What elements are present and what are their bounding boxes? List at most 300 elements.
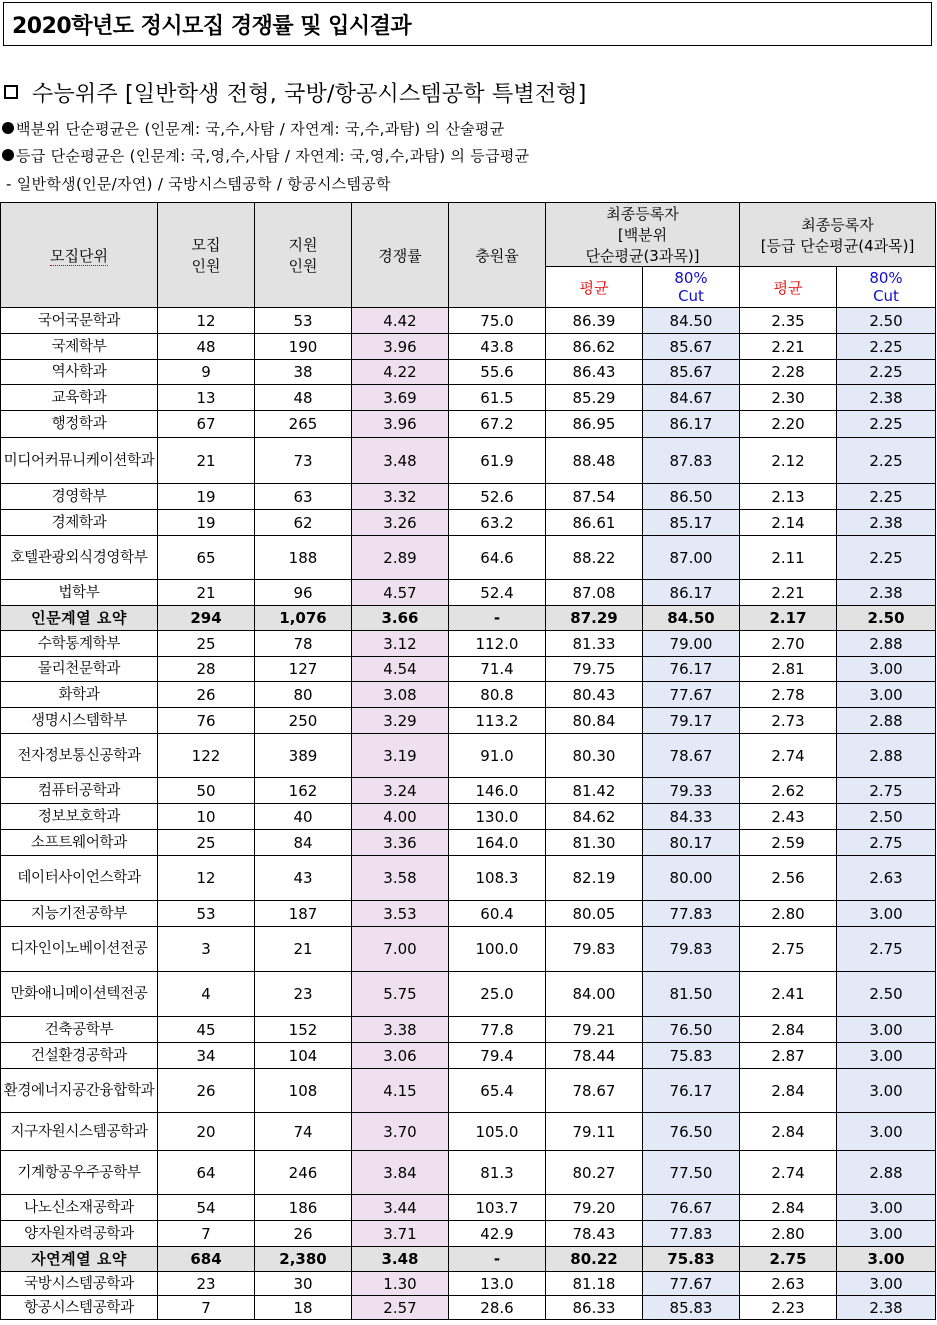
cell-applicants: 26 <box>255 1221 352 1247</box>
cell-applicants: 389 <box>255 734 352 778</box>
table-row <box>1 385 936 411</box>
cell-unit-name: 정보보호학과 <box>1 804 158 830</box>
cell-applicants: 246 <box>255 1151 352 1195</box>
results-table-body <box>1 308 936 1320</box>
cell-applicants: 62 <box>255 510 352 536</box>
table-row <box>1 657 936 682</box>
cell-grade-avg: 2.80 <box>740 1221 837 1247</box>
cell-grade-avg: 2.81 <box>740 657 837 682</box>
square-bullet-icon <box>4 85 18 99</box>
cell-fill-rate: 79.4 <box>449 1043 546 1069</box>
cell-percentile-avg: 79.21 <box>546 1017 643 1043</box>
cell-applicants: 2,380 <box>255 1247 352 1272</box>
cell-unit-name: 국어국문학과 <box>1 308 158 334</box>
cell-grade-avg: 2.75 <box>740 1247 837 1272</box>
cell-unit-name: 인문계열 요약 <box>1 606 158 631</box>
cell-percentile-avg: 86.95 <box>546 411 643 438</box>
cell-percentile-cut: 77.67 <box>643 682 740 708</box>
cell-percentile-cut: 75.83 <box>643 1247 740 1272</box>
header-percentile-cut: 80% Cut <box>643 267 740 308</box>
cell-grade-cut: 3.00 <box>837 682 936 708</box>
cell-grade-avg: 2.35 <box>740 308 837 334</box>
cell-grade-avg: 2.62 <box>740 778 837 804</box>
cell-percentile-cut: 79.83 <box>643 927 740 972</box>
cell-applicants: 63 <box>255 484 352 510</box>
cell-rate: 1.30 <box>352 1272 449 1296</box>
cell-applicants: 78 <box>255 631 352 657</box>
table-row <box>1 438 936 484</box>
cell-fill-rate: 65.4 <box>449 1069 546 1113</box>
cell-percentile-avg: 81.18 <box>546 1272 643 1296</box>
summary-row <box>1 1247 936 1272</box>
cell-fill-rate: 103.7 <box>449 1195 546 1221</box>
cell-rate: 3.19 <box>352 734 449 778</box>
table-row <box>1 972 936 1017</box>
header-fill-rate: 충원율 <box>449 203 546 308</box>
cell-fill-rate: - <box>449 606 546 631</box>
cell-applicants: 18 <box>255 1296 352 1320</box>
cell-unit-name: 국제학부 <box>1 334 158 360</box>
cell-rate: 3.66 <box>352 606 449 631</box>
cell-percentile-cut: 80.00 <box>643 856 740 901</box>
cell-grade-cut: 2.75 <box>837 830 936 856</box>
cell-applicants: 30 <box>255 1272 352 1296</box>
cell-grade-cut: 2.88 <box>837 708 936 734</box>
cell-grade-cut: 3.00 <box>837 901 936 927</box>
cell-percentile-avg: 81.30 <box>546 830 643 856</box>
cell-grade-cut: 2.38 <box>837 1296 936 1320</box>
cell-fill-rate: 71.4 <box>449 657 546 682</box>
cell-unit-name: 소프트웨어학과 <box>1 830 158 856</box>
cell-rate: 3.69 <box>352 385 449 411</box>
cell-grade-avg: 2.20 <box>740 411 837 438</box>
cell-percentile-cut: 79.00 <box>643 631 740 657</box>
cell-unit-name: 역사학과 <box>1 360 158 385</box>
cell-recruit: 19 <box>158 484 255 510</box>
cell-percentile-avg: 86.43 <box>546 360 643 385</box>
cell-applicants: 187 <box>255 901 352 927</box>
table-row <box>1 1296 936 1320</box>
cell-unit-name: 컴퓨터공학과 <box>1 778 158 804</box>
cell-applicants: 108 <box>255 1069 352 1113</box>
cell-recruit: 50 <box>158 778 255 804</box>
section-heading-text: 수능위주 [일반학생 전형, 국방/항공시스템공학 특별전형] <box>32 81 587 107</box>
cell-recruit: 684 <box>158 1247 255 1272</box>
cell-grade-cut: 3.00 <box>837 1221 936 1247</box>
cell-percentile-avg: 84.62 <box>546 804 643 830</box>
cell-fill-rate: - <box>449 1247 546 1272</box>
cell-percentile-avg: 85.29 <box>546 385 643 411</box>
cell-recruit: 12 <box>158 856 255 901</box>
cell-percentile-cut: 79.17 <box>643 708 740 734</box>
cell-recruit: 20 <box>158 1113 255 1151</box>
cell-rate: 3.71 <box>352 1221 449 1247</box>
cell-percentile-cut: 76.17 <box>643 657 740 682</box>
cell-applicants: 23 <box>255 972 352 1017</box>
cell-percentile-cut: 76.50 <box>643 1113 740 1151</box>
note-grade-text: 등급 단순평균은 (인문계: 국,영,수,사탐 / 자연계: 국,영,수,과탐) 의 등급평균 <box>16 146 530 165</box>
cell-fill-rate: 112.0 <box>449 631 546 657</box>
cell-grade-avg: 2.80 <box>740 901 837 927</box>
cell-applicants: 21 <box>255 927 352 972</box>
cell-unit-name: 지구자원시스템공학과 <box>1 1113 158 1151</box>
cell-grade-avg: 2.84 <box>740 1195 837 1221</box>
cell-rate: 4.22 <box>352 360 449 385</box>
cell-percentile-avg: 81.33 <box>546 631 643 657</box>
cell-rate: 3.06 <box>352 1043 449 1069</box>
cell-percentile-avg: 82.19 <box>546 856 643 901</box>
cell-rate: 3.36 <box>352 830 449 856</box>
cell-percentile-cut: 84.50 <box>643 308 740 334</box>
header-percentile-group: 최종등록자 [백분위 단순평균(3과목)] <box>546 203 740 267</box>
header-recruit: 모집 인원 <box>158 203 255 308</box>
cell-recruit: 48 <box>158 334 255 360</box>
table-row <box>1 1272 936 1296</box>
cell-recruit: 28 <box>158 657 255 682</box>
cell-grade-cut: 2.75 <box>837 927 936 972</box>
cell-rate: 7.00 <box>352 927 449 972</box>
table-row <box>1 778 936 804</box>
cell-unit-name: 물리천문학과 <box>1 657 158 682</box>
header-grade-cut: 80% Cut <box>837 267 936 308</box>
bullet-dot-icon <box>2 122 14 134</box>
cell-rate: 3.96 <box>352 334 449 360</box>
table-row <box>1 1221 936 1247</box>
cell-percentile-avg: 80.27 <box>546 1151 643 1195</box>
cell-grade-cut: 2.50 <box>837 972 936 1017</box>
cell-grade-avg: 2.75 <box>740 927 837 972</box>
cell-recruit: 45 <box>158 1017 255 1043</box>
cell-applicants: 265 <box>255 411 352 438</box>
cell-recruit: 53 <box>158 901 255 927</box>
table-row <box>1 360 936 385</box>
cell-percentile-avg: 80.30 <box>546 734 643 778</box>
cell-recruit: 54 <box>158 1195 255 1221</box>
cell-unit-name: 디자인이노베이션전공 <box>1 927 158 972</box>
cell-fill-rate: 130.0 <box>449 804 546 830</box>
cell-fill-rate: 52.6 <box>449 484 546 510</box>
cell-fill-rate: 28.6 <box>449 1296 546 1320</box>
header-percentile-avg: 평균 <box>546 267 643 308</box>
cell-rate: 4.15 <box>352 1069 449 1113</box>
cell-rate: 3.26 <box>352 510 449 536</box>
cell-unit-name: 나노신소재공학과 <box>1 1195 158 1221</box>
cell-grade-cut: 2.38 <box>837 510 936 536</box>
cell-percentile-avg: 80.22 <box>546 1247 643 1272</box>
cell-unit-name: 화학과 <box>1 682 158 708</box>
cell-grade-cut: 2.25 <box>837 360 936 385</box>
cell-percentile-avg: 79.75 <box>546 657 643 682</box>
cell-percentile-avg: 88.48 <box>546 438 643 484</box>
table-row <box>1 856 936 901</box>
cell-unit-name: 양자원자력공학과 <box>1 1221 158 1247</box>
cell-grade-avg: 2.78 <box>740 682 837 708</box>
cell-applicants: 40 <box>255 804 352 830</box>
cell-grade-avg: 2.87 <box>740 1043 837 1069</box>
cell-recruit: 4 <box>158 972 255 1017</box>
cell-grade-cut: 2.88 <box>837 734 936 778</box>
cell-applicants: 152 <box>255 1017 352 1043</box>
cell-recruit: 34 <box>158 1043 255 1069</box>
cell-percentile-cut: 80.17 <box>643 830 740 856</box>
cell-percentile-avg: 84.00 <box>546 972 643 1017</box>
cell-rate: 3.48 <box>352 438 449 484</box>
header-grade-avg: 평균 <box>740 267 837 308</box>
cell-recruit: 294 <box>158 606 255 631</box>
note-percentile <box>2 116 505 140</box>
cell-grade-cut: 2.50 <box>837 308 936 334</box>
cell-percentile-cut: 79.33 <box>643 778 740 804</box>
table-row <box>1 927 936 972</box>
cell-grade-cut: 3.00 <box>837 1272 936 1296</box>
cell-applicants: 104 <box>255 1043 352 1069</box>
cell-grade-cut: 3.00 <box>837 1043 936 1069</box>
header-rate: 경쟁률 <box>352 203 449 308</box>
table-row <box>1 682 936 708</box>
cell-grade-avg: 2.30 <box>740 385 837 411</box>
cell-rate: 3.96 <box>352 411 449 438</box>
cell-fill-rate: 25.0 <box>449 972 546 1017</box>
cell-grade-avg: 2.74 <box>740 734 837 778</box>
cell-grade-cut: 2.25 <box>837 334 936 360</box>
cell-fill-rate: 63.2 <box>449 510 546 536</box>
cell-fill-rate: 146.0 <box>449 778 546 804</box>
cell-rate: 2.89 <box>352 536 449 580</box>
table-row <box>1 334 936 360</box>
cell-fill-rate: 60.4 <box>449 901 546 927</box>
cell-percentile-avg: 87.54 <box>546 484 643 510</box>
cell-fill-rate: 42.9 <box>449 1221 546 1247</box>
cell-unit-name: 자연계열 요약 <box>1 1247 158 1272</box>
cell-percentile-cut: 86.17 <box>643 411 740 438</box>
cell-percentile-avg: 79.83 <box>546 927 643 972</box>
cell-grade-avg: 2.21 <box>740 580 837 606</box>
cell-grade-cut: 2.25 <box>837 438 936 484</box>
cell-grade-cut: 3.00 <box>837 657 936 682</box>
cell-grade-avg: 2.43 <box>740 804 837 830</box>
cell-percentile-avg: 86.33 <box>546 1296 643 1320</box>
table-row <box>1 708 936 734</box>
cell-grade-avg: 2.84 <box>740 1113 837 1151</box>
table-row <box>1 1043 936 1069</box>
cell-applicants: 1,076 <box>255 606 352 631</box>
cell-applicants: 162 <box>255 778 352 804</box>
cell-fill-rate: 67.2 <box>449 411 546 438</box>
cell-grade-cut: 2.88 <box>837 1151 936 1195</box>
note-percentile-text: 백분위 단순평균은 (인문계: 국,수,사탐 / 자연계: 국,수,과탐) 의 산술평균 <box>16 119 505 138</box>
table-row <box>1 631 936 657</box>
cell-fill-rate: 105.0 <box>449 1113 546 1151</box>
cell-rate: 3.38 <box>352 1017 449 1043</box>
cell-percentile-cut: 76.50 <box>643 1017 740 1043</box>
cell-unit-name: 전자정보통신공학과 <box>1 734 158 778</box>
cell-unit-name: 법학부 <box>1 580 158 606</box>
table-row <box>1 1069 936 1113</box>
cell-recruit: 76 <box>158 708 255 734</box>
cell-recruit: 3 <box>158 927 255 972</box>
cell-applicants: 250 <box>255 708 352 734</box>
cell-applicants: 186 <box>255 1195 352 1221</box>
cell-recruit: 7 <box>158 1296 255 1320</box>
cell-fill-rate: 164.0 <box>449 830 546 856</box>
cell-percentile-cut: 87.00 <box>643 536 740 580</box>
cell-applicants: 84 <box>255 830 352 856</box>
cell-grade-avg: 2.70 <box>740 631 837 657</box>
cell-recruit: 65 <box>158 536 255 580</box>
bullet-dot-icon <box>2 149 14 161</box>
cell-applicants: 96 <box>255 580 352 606</box>
cell-fill-rate: 77.8 <box>449 1017 546 1043</box>
table-row <box>1 1113 936 1151</box>
cell-recruit: 10 <box>158 804 255 830</box>
cell-grade-avg: 2.13 <box>740 484 837 510</box>
cell-recruit: 21 <box>158 580 255 606</box>
cell-grade-cut: 2.88 <box>837 631 936 657</box>
cell-percentile-cut: 86.50 <box>643 484 740 510</box>
cell-grade-avg: 2.73 <box>740 708 837 734</box>
cell-percentile-avg: 87.29 <box>546 606 643 631</box>
cell-unit-name: 경영학부 <box>1 484 158 510</box>
cell-grade-avg: 2.28 <box>740 360 837 385</box>
cell-applicants: 43 <box>255 856 352 901</box>
cell-recruit: 21 <box>158 438 255 484</box>
cell-percentile-cut: 77.83 <box>643 901 740 927</box>
cell-grade-avg: 2.84 <box>740 1017 837 1043</box>
cell-percentile-cut: 77.67 <box>643 1272 740 1296</box>
cell-fill-rate: 64.6 <box>449 536 546 580</box>
cell-rate: 4.57 <box>352 580 449 606</box>
cell-applicants: 190 <box>255 334 352 360</box>
page-title: 2020학년도 정시모집 경쟁률 및 입시결과 <box>12 13 412 39</box>
cell-applicants: 73 <box>255 438 352 484</box>
table-row <box>1 308 936 334</box>
cell-unit-name: 지능기전공학부 <box>1 901 158 927</box>
cell-recruit: 23 <box>158 1272 255 1296</box>
cell-grade-avg: 2.41 <box>740 972 837 1017</box>
cell-rate: 3.70 <box>352 1113 449 1151</box>
table-row <box>1 580 936 606</box>
cell-grade-avg: 2.84 <box>740 1069 837 1113</box>
cell-percentile-cut: 77.50 <box>643 1151 740 1195</box>
cell-percentile-cut: 84.50 <box>643 606 740 631</box>
cell-unit-name: 환경에너지공간융합학과 <box>1 1069 158 1113</box>
cell-grade-avg: 2.12 <box>740 438 837 484</box>
cell-rate: 5.75 <box>352 972 449 1017</box>
cell-rate: 3.24 <box>352 778 449 804</box>
cell-unit-name: 데이터사이언스학과 <box>1 856 158 901</box>
cell-recruit: 13 <box>158 385 255 411</box>
page-title-box <box>3 2 932 46</box>
table-row <box>1 536 936 580</box>
table-row <box>1 1017 936 1043</box>
table-row <box>1 510 936 536</box>
cell-percentile-cut: 84.67 <box>643 385 740 411</box>
cell-percentile-avg: 86.62 <box>546 334 643 360</box>
cell-percentile-avg: 81.42 <box>546 778 643 804</box>
cell-recruit: 25 <box>158 631 255 657</box>
cell-fill-rate: 52.4 <box>449 580 546 606</box>
cell-fill-rate: 55.6 <box>449 360 546 385</box>
cell-recruit: 26 <box>158 682 255 708</box>
cell-rate: 3.84 <box>352 1151 449 1195</box>
table-row <box>1 1151 936 1195</box>
cell-rate: 4.42 <box>352 308 449 334</box>
cell-grade-cut: 2.25 <box>837 484 936 510</box>
cell-fill-rate: 108.3 <box>449 856 546 901</box>
cell-percentile-avg: 78.67 <box>546 1069 643 1113</box>
cell-grade-avg: 2.14 <box>740 510 837 536</box>
cell-rate: 3.44 <box>352 1195 449 1221</box>
cell-percentile-cut: 84.33 <box>643 804 740 830</box>
cell-unit-name: 미디어커뮤니케이션학과 <box>1 438 158 484</box>
cell-grade-cut: 3.00 <box>837 1195 936 1221</box>
cell-unit-name: 건축공학부 <box>1 1017 158 1043</box>
cell-fill-rate: 61.5 <box>449 385 546 411</box>
cell-percentile-cut: 76.17 <box>643 1069 740 1113</box>
cell-grade-cut: 3.00 <box>837 1017 936 1043</box>
cell-grade-cut: 2.38 <box>837 385 936 411</box>
cell-fill-rate: 43.8 <box>449 334 546 360</box>
cell-unit-name: 만화애니메이션텍전공 <box>1 972 158 1017</box>
cell-unit-name: 호텔관광외식경영학부 <box>1 536 158 580</box>
cell-grade-avg: 2.21 <box>740 334 837 360</box>
cell-fill-rate: 81.3 <box>449 1151 546 1195</box>
cell-grade-avg: 2.56 <box>740 856 837 901</box>
results-table <box>0 202 936 1320</box>
cell-rate: 3.29 <box>352 708 449 734</box>
cell-applicants: 53 <box>255 308 352 334</box>
cell-grade-cut: 3.00 <box>837 1247 936 1272</box>
cell-grade-cut: 2.25 <box>837 536 936 580</box>
cell-recruit: 12 <box>158 308 255 334</box>
cell-unit-name: 경제학과 <box>1 510 158 536</box>
header-unit: 모집단위 <box>1 203 158 308</box>
section-heading <box>4 76 587 108</box>
cell-unit-name: 수학통계학부 <box>1 631 158 657</box>
cell-fill-rate: 13.0 <box>449 1272 546 1296</box>
cell-percentile-avg: 86.39 <box>546 308 643 334</box>
cell-rate: 3.48 <box>352 1247 449 1272</box>
cell-rate: 3.32 <box>352 484 449 510</box>
header-applicants: 지원 인원 <box>255 203 352 308</box>
cell-fill-rate: 113.2 <box>449 708 546 734</box>
cell-percentile-cut: 81.50 <box>643 972 740 1017</box>
cell-percentile-avg: 79.20 <box>546 1195 643 1221</box>
cell-rate: 3.58 <box>352 856 449 901</box>
cell-applicants: 127 <box>255 657 352 682</box>
cell-rate: 4.54 <box>352 657 449 682</box>
cell-percentile-avg: 87.08 <box>546 580 643 606</box>
cell-grade-avg: 2.63 <box>740 1272 837 1296</box>
cell-percentile-cut: 75.83 <box>643 1043 740 1069</box>
cell-grade-cut: 2.50 <box>837 606 936 631</box>
cell-rate: 2.57 <box>352 1296 449 1320</box>
cell-recruit: 67 <box>158 411 255 438</box>
cell-applicants: 188 <box>255 536 352 580</box>
cell-applicants: 80 <box>255 682 352 708</box>
cell-recruit: 25 <box>158 830 255 856</box>
cell-unit-name: 행정학과 <box>1 411 158 438</box>
summary-row <box>1 606 936 631</box>
cell-applicants: 48 <box>255 385 352 411</box>
cell-recruit: 26 <box>158 1069 255 1113</box>
cell-fill-rate: 75.0 <box>449 308 546 334</box>
cell-percentile-cut: 85.67 <box>643 334 740 360</box>
cell-percentile-cut: 85.67 <box>643 360 740 385</box>
cell-percentile-cut: 77.83 <box>643 1221 740 1247</box>
header-grade-group: 최종등록자 [등급 단순평균(4과목)] <box>740 203 936 267</box>
cell-recruit: 7 <box>158 1221 255 1247</box>
